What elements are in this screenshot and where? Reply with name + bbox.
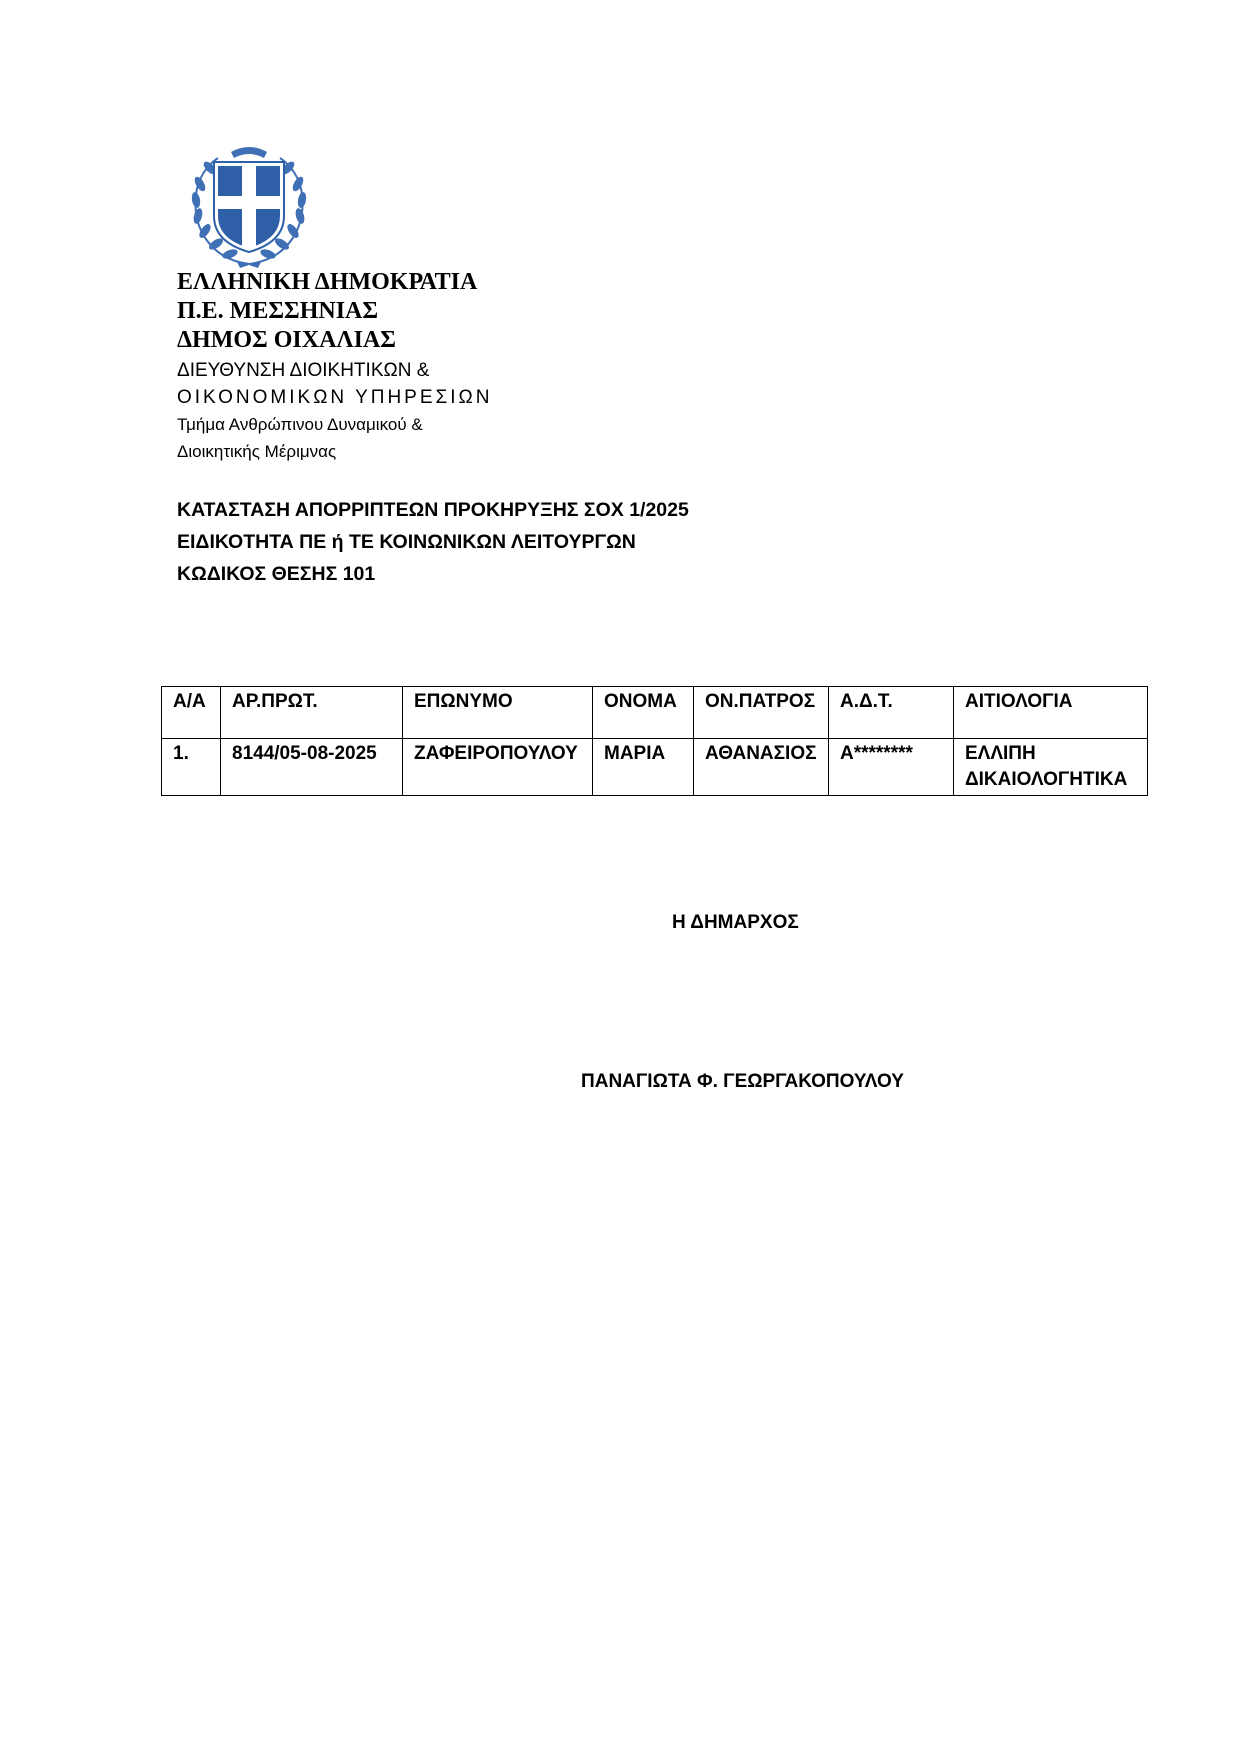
regional-unit: Π.Ε. ΜΕΣΣΗΝΙΑΣ xyxy=(177,298,379,324)
col-header-first-name: ΟΝΟΜΑ xyxy=(593,687,694,739)
signatory-name: ΠΑΝΑΓΙΩΤΑ Φ. ΓΕΩΡΓΑΚΟΠΟΥΛΟΥ xyxy=(581,1071,904,1092)
rejected-applicants-table xyxy=(161,686,1148,796)
col-header-surname: ΕΠΩΝΥΜΟ xyxy=(403,687,593,739)
col-header-aa: Α/Α xyxy=(162,687,221,739)
table-header-row xyxy=(162,687,1148,739)
cell-first-name: ΜΑΡΙΑ xyxy=(593,739,694,796)
cell-father-name: ΑΘΑΝΑΣΙΟΣ xyxy=(694,739,829,796)
title-line3: ΚΩΔΙΚΟΣ ΘΕΣΗΣ 101 xyxy=(177,563,376,585)
col-header-id-card: Α.Δ.Τ. xyxy=(829,687,954,739)
table-row xyxy=(162,739,1148,796)
cell-protocol-number: 8144/05-08-2025 xyxy=(221,739,403,796)
document-title xyxy=(177,494,1077,590)
cell-aa: 1. xyxy=(162,739,221,796)
cell-reason: ΕΛΛΙΠΗ ΔΙΚΑΙΟΛΟΓΗΤΙΚΑ xyxy=(954,739,1148,796)
col-header-father-name: ΟΝ.ΠΑΤΡΟΣ xyxy=(694,687,829,739)
title-line1: ΚΑΤΑΣΤΑΣΗ ΑΠΟΡΡΙΠΤΕΩΝ ΠΡΟΚΗΡΥΞΗΣ ΣΟΧ 1/2025 xyxy=(177,499,689,521)
cell-id-card: Α******** xyxy=(829,739,954,796)
col-header-protocol-number: ΑΡ.ΠΡΩΤ. xyxy=(221,687,403,739)
municipality-name: ΔΗΜΟΣ ΟΙΧΑΛΙΑΣ xyxy=(177,327,396,353)
office-line2: Διοικητικής Μέριμνας xyxy=(177,442,337,461)
country-name: ΕΛΛΗΝΙΚΗ ΔΗΜΟΚΡΑΤΙΑ xyxy=(177,269,478,295)
signatory-role: Η ΔΗΜΑΡΧΟΣ xyxy=(672,912,799,933)
letterhead xyxy=(177,268,697,465)
directorate-line1: ΔΙΕΥΘΥΝΣΗ ΔΙΟΙΚΗΤΙΚΩΝ & xyxy=(177,360,430,381)
title-line2: ΕΙΔΙΚΟΤΗΤΑ ΠΕ ή ΤΕ ΚΟΙΝΩΝΙΚΩΝ ΛΕΙΤΟΥΡΓΩΝ xyxy=(177,531,636,553)
cell-surname: ΖΑΦΕΙΡΟΠΟΥΛΟΥ xyxy=(403,739,593,796)
office-line1: Τμήμα Ανθρώπινου Δυναμικού & xyxy=(177,415,423,434)
directorate-line2: ΟΙΚΟΝΟΜΙΚΩΝ ΥΠΗΡΕΣΙΩΝ xyxy=(177,387,493,408)
col-header-reason: ΑΙΤΙΟΛΟΓΙΑ xyxy=(954,687,1148,739)
hellenic-republic-coat-of-arms-icon xyxy=(186,144,312,270)
